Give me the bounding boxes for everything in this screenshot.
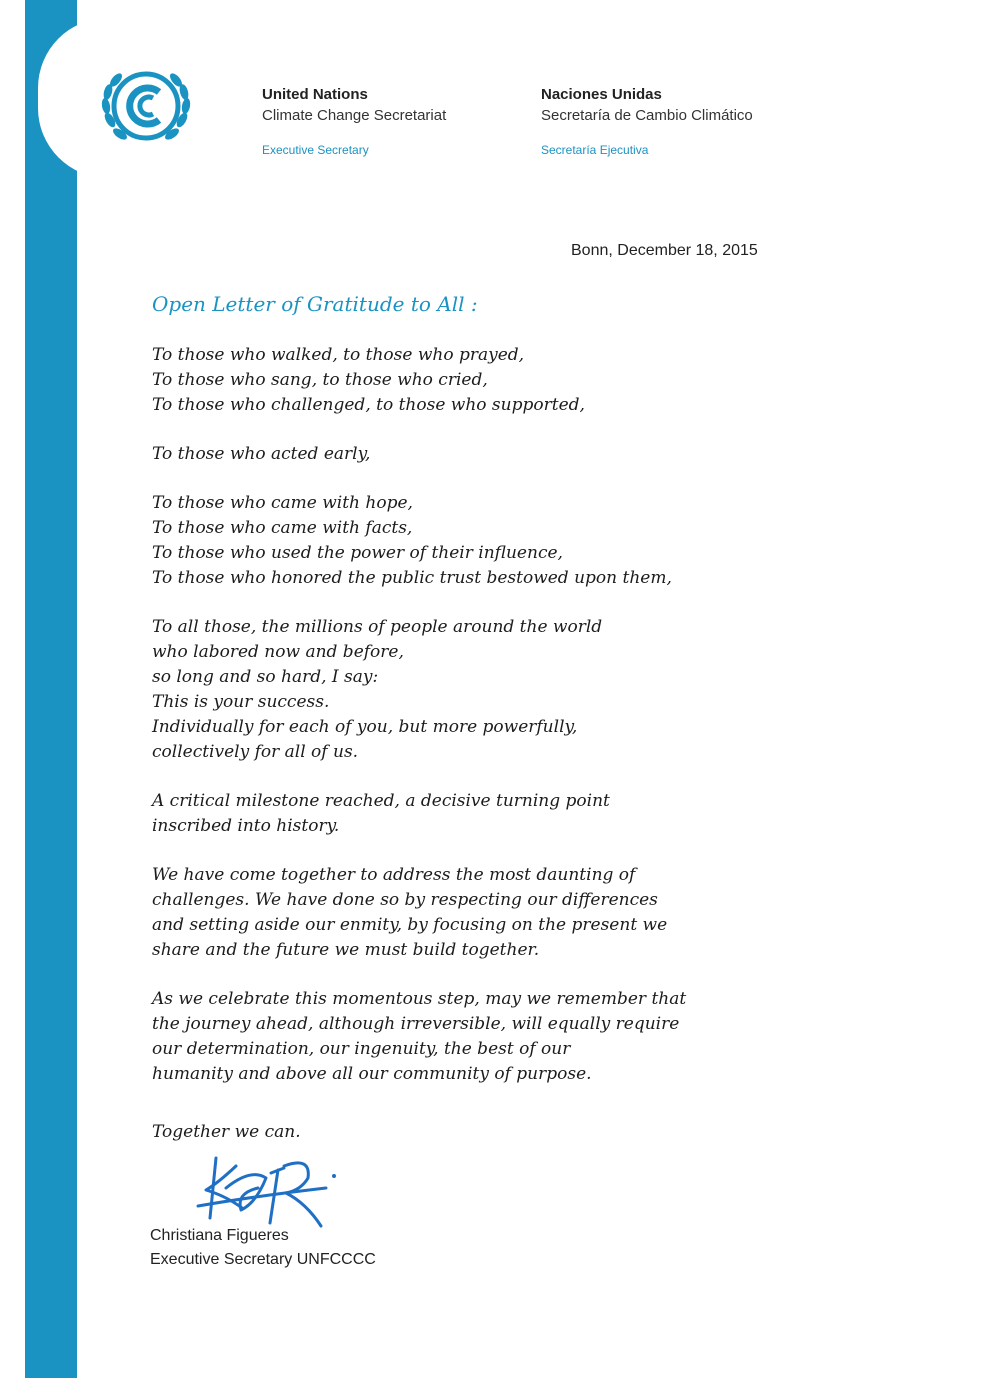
- signer-name: Christiana Figueres: [150, 1227, 289, 1244]
- org-sub-en: Climate Change Secretariat: [262, 107, 447, 124]
- body-line: the journey ahead, although irreversible, will equally require: [152, 1014, 680, 1034]
- body-line: To those who walked, to those who prayed,: [152, 345, 525, 365]
- body-line: As we celebrate this momentous step, may we remember that: [152, 989, 687, 1009]
- org-header-en: [262, 84, 446, 161]
- unfccc-logo-icon: [96, 58, 196, 158]
- body-line: our determination, our ingenuity, the best of our: [152, 1039, 571, 1059]
- org-name-es: Naciones Unidas: [541, 86, 662, 103]
- role-en: Executive Secretary: [262, 143, 369, 157]
- org-header-es: [541, 84, 753, 161]
- stanza: [152, 442, 852, 467]
- letter-date: Bonn, December 18, 2015: [571, 242, 758, 259]
- body-line: This is your success.: [152, 692, 330, 712]
- letter-body: [152, 343, 852, 1111]
- body-line: who labored now and before,: [152, 642, 404, 662]
- body-line: To all those, the millions of people around the world: [152, 617, 603, 637]
- body-line: share and the future we must build together.: [152, 940, 540, 960]
- body-line: Individually for each of you, but more powerfully,: [152, 717, 578, 737]
- body-line: We have come together to address the most daunting of: [152, 865, 636, 885]
- letter-title: Open Letter of Gratitude to All :: [152, 292, 478, 316]
- signer-title: Executive Secretary UNFCCCC: [150, 1251, 376, 1268]
- org-name-en: United Nations: [262, 86, 368, 103]
- body-line: so long and so hard, I say:: [152, 667, 379, 687]
- stanza: [152, 987, 852, 1087]
- body-line: challenges. We have done so by respecting our differences: [152, 890, 658, 910]
- stanza: [152, 491, 852, 591]
- body-line: inscribed into history.: [152, 816, 340, 836]
- signature-block: [150, 1224, 376, 1272]
- body-line: To those who acted early,: [152, 444, 371, 464]
- body-line: To those who used the power of their influence,: [152, 543, 563, 563]
- closing-line: Together we can.: [152, 1122, 301, 1142]
- stanza: [152, 615, 852, 765]
- body-line: A critical milestone reached, a decisive turning point: [152, 791, 610, 811]
- stanza: [152, 863, 852, 963]
- body-line: To those who came with hope,: [152, 493, 413, 513]
- body-line: To those who sang, to those who cried,: [152, 370, 488, 390]
- stanza: [152, 343, 852, 418]
- body-line: collectively for all of us.: [152, 742, 359, 762]
- stanza: [152, 789, 852, 839]
- role-es: Secretaría Ejecutiva: [541, 143, 649, 157]
- body-line: To those who came with facts,: [152, 518, 413, 538]
- org-sub-es: Secretaría de Cambio Climático: [541, 107, 753, 124]
- body-line: and setting aside our enmity, by focusing on the present we: [152, 915, 668, 935]
- body-line: To those who challenged, to those who supported,: [152, 395, 585, 415]
- body-line: To those who honored the public trust bestowed upon them,: [152, 568, 672, 588]
- side-band: [25, 0, 77, 1378]
- body-line: humanity and above all our community of purpose.: [152, 1064, 592, 1084]
